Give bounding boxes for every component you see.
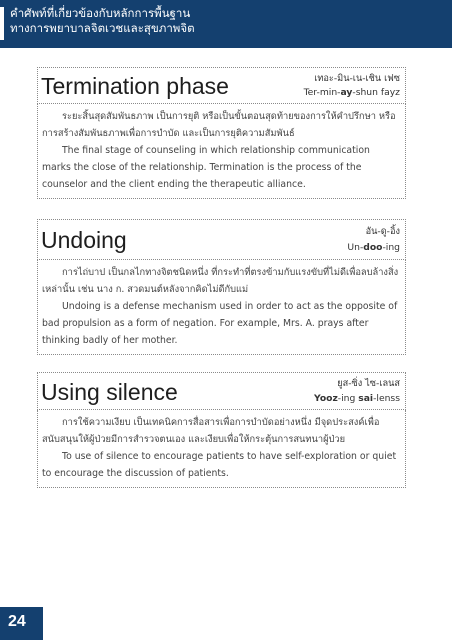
header-accent-bar — [0, 7, 4, 40]
definition-block — [37, 260, 406, 355]
term-title: Using silence — [41, 379, 178, 405]
english-definition: To use of silence to encourage patients to have self-exploration or quiet to encourage the discussion of patients. — [42, 451, 397, 479]
roman-pronunciation: Ter-min-ay-shun fayz — [303, 87, 400, 98]
definition-block — [37, 410, 406, 488]
thai-definition: การไถ่บาป เป็นกลไกทางจิตชนิดหนึ่ง ที่กระทำที่ตรงข้ามกับแรงขับที่ไม่ดีเพื่อลบล้างสิ่งเหล่านั้น เช่น นาง ก. สวดมนต์หลังจากคิดไม่ดีกับแม่ — [42, 267, 399, 295]
english-definition: Undoing is a defense mechanism used in order to act as the opposite of bad propulsion as a form of negation. For example, Mrs. A. prays after thinking badly of her mother. — [42, 301, 398, 346]
page-number: 24 — [8, 613, 26, 630]
thai-pronunciation: อัน-ดู-อิ้ง — [365, 226, 400, 237]
header-title-line2: ทางการพยาบาลจิตเวชและสุขภาพจิต — [10, 21, 195, 35]
header-title — [10, 6, 195, 36]
glossary-entry — [37, 372, 406, 488]
term-box — [37, 67, 406, 104]
thai-definition: การใช้ความเงียบ เป็นเทคนิคการสื่อสารเพื่อการบำบัดอย่างหนึ่ง มีจุดประสงค์เพื่อสนับสนุนให้ผู้ป่วยมีการสำรวจตนเอง และเงียบเพื่อให้กระตุ้นการสนทนาผู้ป่วย — [42, 417, 380, 445]
header-title-line1: คำศัพท์ที่เกี่ยวข้องกับหลักการพื้นฐาน — [10, 6, 191, 20]
page-number-badge — [0, 607, 43, 640]
thai-pronunciation: เทอะ-มิน-เน-เชิน เฟซ — [314, 73, 400, 84]
thai-definition: ระยะสิ้นสุดสัมพันธภาพ เป็นการยุติ หรือเป็นขั้นตอนสุดท้ายของการให้คำปรึกษา หรือการสร้างสัมพันธภาพเพื่อการบำบัด และเป็นการยุติความสัมพันธ์ — [42, 111, 396, 139]
english-definition: The final stage of counseling in which relationship communication marks the close of the relationship. Termination is the process of the counselor and the client ending the therapeutic alliance. — [42, 145, 370, 190]
roman-pronunciation: Yooz-ing sai-lenss — [314, 393, 400, 404]
term-box — [37, 372, 406, 410]
glossary-entry — [37, 67, 406, 199]
term-title: Undoing — [41, 227, 127, 253]
term-title: Termination phase — [41, 73, 229, 99]
definition-block — [37, 104, 406, 199]
term-box — [37, 219, 406, 260]
glossary-entry — [37, 219, 406, 355]
thai-pronunciation: ยูส-ซิ่ง ไซ-เลนส — [337, 378, 400, 389]
page-header — [0, 0, 452, 48]
roman-pronunciation: Un-doo-ing — [347, 242, 400, 253]
